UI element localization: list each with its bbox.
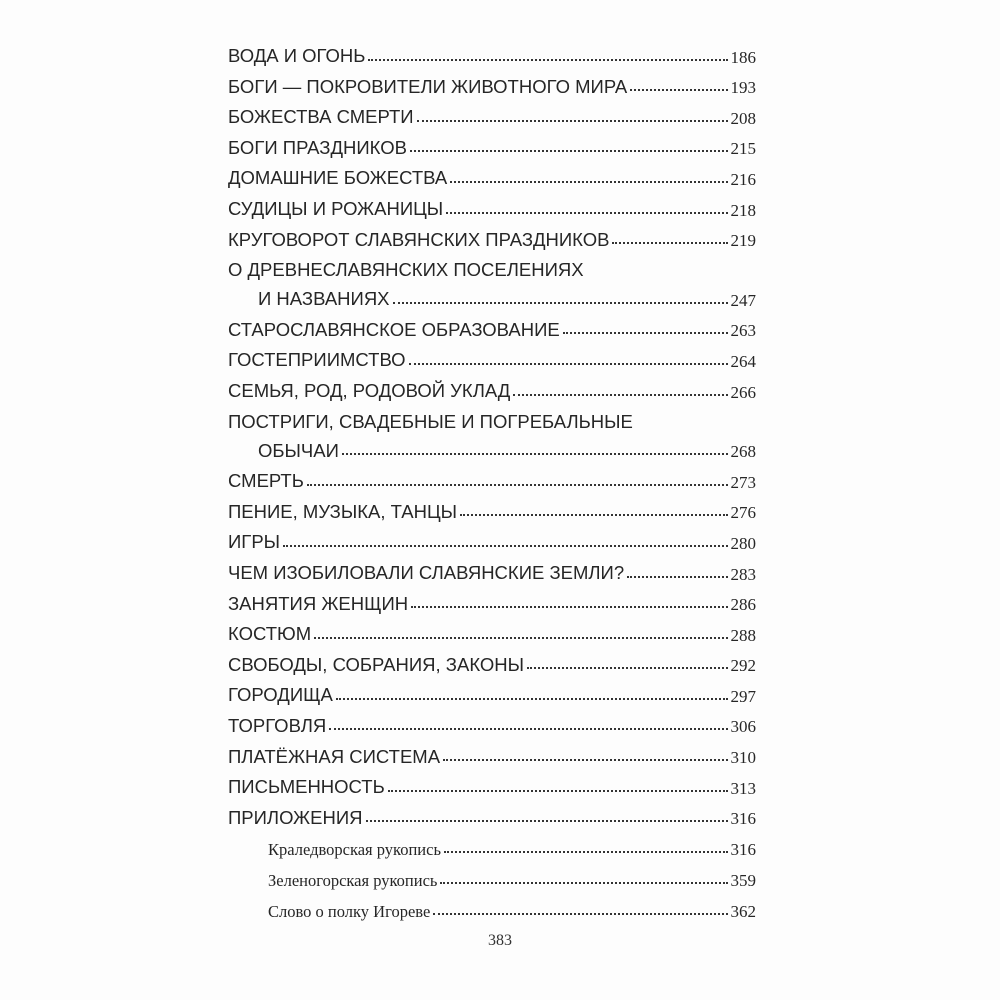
- toc-entry: [228, 586, 756, 617]
- dot-leader: [444, 851, 728, 853]
- toc-entry: [228, 524, 756, 555]
- toc-entry-title: ПИСЬМЕННОСТЬ: [228, 776, 385, 798]
- toc-entry: [228, 404, 756, 464]
- dot-leader: [409, 363, 728, 365]
- toc-entry: [228, 616, 756, 647]
- toc-entry: [228, 99, 756, 130]
- toc-entry-line2: [228, 434, 756, 463]
- toc-entry: [228, 191, 756, 222]
- toc-entry-title: БОЖЕСТВА СМЕРТИ: [228, 106, 414, 128]
- dot-leader: [630, 89, 727, 91]
- toc-entry-title: СТАРОСЛАВЯНСКОЕ ОБРАЗОВАНИЕ: [228, 318, 560, 340]
- toc-entry: [228, 708, 756, 739]
- toc-entry-page: 286: [730, 595, 756, 615]
- toc-entry: [228, 38, 756, 69]
- toc-sub-entry: [228, 892, 756, 923]
- toc-entry: [228, 494, 756, 525]
- toc-entry-title: СУДИЦЫ И РОЖАНИЦЫ: [228, 198, 444, 220]
- toc-entry-title: ГОСТЕПРИИМСТВО: [228, 349, 406, 371]
- toc-entry-title-line2: И НАЗВАНИЯХ: [258, 288, 390, 310]
- toc-entry-page: 264: [730, 351, 756, 371]
- toc-entry-page: 218: [730, 200, 756, 220]
- toc-entry: [228, 312, 756, 343]
- toc-entry-page: 313: [730, 778, 756, 798]
- dot-leader: [342, 453, 728, 455]
- toc-entry-title: ИГРЫ: [228, 531, 281, 553]
- dot-leader: [443, 759, 727, 761]
- dot-leader: [450, 181, 727, 183]
- toc-entry: [228, 130, 756, 161]
- toc-sub-entry-title: Зеленогорская рукопись: [268, 870, 438, 890]
- toc-entry-page: 280: [730, 533, 756, 553]
- toc-entry-page: 316: [730, 809, 756, 829]
- toc-entry-line2: [228, 283, 756, 312]
- page-number: 383: [488, 932, 512, 949]
- table-of-contents: [228, 38, 756, 923]
- toc-entry: [228, 160, 756, 191]
- toc-entry-page: 186: [730, 47, 756, 67]
- toc-entry-title: ПРИЛОЖЕНИЯ: [228, 806, 363, 828]
- dot-leader: [366, 820, 728, 822]
- toc-entry-title: ЧЕМ ИЗОБИЛОВАЛИ СЛАВЯНСКИЕ ЗЕМЛИ?: [228, 562, 625, 583]
- toc-entry-page: 216: [730, 169, 756, 189]
- toc-sub-entry-title: Слово о полку Игореве: [268, 901, 431, 921]
- dot-leader: [329, 728, 727, 730]
- toc-entry: [228, 738, 756, 769]
- toc-entry-page: 276: [730, 503, 756, 523]
- dot-leader: [440, 882, 727, 884]
- dot-leader: [283, 545, 727, 547]
- dot-leader: [627, 576, 727, 578]
- toc-entry-page: 306: [730, 717, 756, 737]
- toc-sub-entry-page: 316: [730, 840, 756, 860]
- toc-entry-page: 266: [730, 382, 756, 402]
- toc-entry: [228, 69, 756, 100]
- dot-leader: [336, 698, 728, 700]
- toc-sub-entry-title: Краледворская рукопись: [268, 839, 441, 859]
- dot-leader: [314, 637, 727, 639]
- dot-leader: [388, 790, 728, 792]
- toc-entry: [228, 463, 756, 494]
- dot-leader: [563, 332, 728, 334]
- toc-entry-title: ПЕНИЕ, МУЗЫКА, ТАНЦЫ: [228, 500, 458, 522]
- toc-entry-title: ТОРГОВЛЯ: [228, 714, 327, 736]
- toc-entry-title: ПЛАТЁЖНАЯ СИСТЕМА: [228, 745, 441, 767]
- toc-entry: [228, 555, 756, 586]
- toc-entry-page: 263: [730, 321, 756, 341]
- toc-entry-title-line2: ОБЫЧАИ: [258, 439, 339, 461]
- toc-entry-title-line1: О ДРЕВНЕСЛАВЯНСКИХ ПОСЕЛЕНИЯХ: [228, 259, 584, 281]
- toc-sub-entry: [228, 861, 756, 892]
- toc-entry: [228, 252, 756, 312]
- toc-entry: [228, 222, 756, 253]
- toc-entry-page: 247: [730, 290, 756, 310]
- toc-entry-title: КОСТЮМ: [228, 623, 312, 645]
- toc-entry: [228, 800, 756, 831]
- toc-entry-page: 310: [730, 748, 756, 768]
- dot-leader: [612, 242, 727, 244]
- toc-entry-title: СМЕРТЬ: [228, 470, 304, 492]
- toc-sub-entry-page: 362: [730, 902, 756, 922]
- toc-entry-page: 219: [730, 231, 756, 251]
- toc-entry-page: 292: [730, 656, 756, 676]
- dot-leader: [410, 150, 728, 152]
- toc-entry-title: БОГИ — ПОКРОВИТЕЛИ ЖИВОТНОГО МИРА: [228, 75, 628, 97]
- toc-entry: [228, 647, 756, 678]
- dot-leader: [417, 120, 728, 122]
- toc-entry-page: 297: [730, 686, 756, 706]
- toc-entry-page: 273: [730, 472, 756, 492]
- toc-entry-title: КРУГОВОРОТ СЛАВЯНСКИХ ПРАЗДНИКОВ: [228, 228, 610, 250]
- toc-entry: [228, 342, 756, 373]
- dot-leader: [460, 514, 727, 516]
- dot-leader: [433, 913, 727, 915]
- toc-entry-title: СВОБОДЫ, СОБРАНИЯ, ЗАКОНЫ: [228, 653, 525, 675]
- toc-entry-title: БОГИ ПРАЗДНИКОВ: [228, 136, 407, 158]
- toc-entry-page: 268: [730, 442, 756, 462]
- dot-leader: [393, 302, 728, 304]
- toc-entry-page: 215: [730, 139, 756, 159]
- toc-entry-title: ГОРОДИЩА: [228, 684, 333, 706]
- toc-entry-page: 193: [730, 78, 756, 98]
- dot-leader: [513, 394, 727, 396]
- toc-entry-title: ДОМАШНИЕ БОЖЕСТВА: [228, 167, 448, 189]
- toc-entry: [228, 769, 756, 800]
- toc-entry-title: ЗАНЯТИЯ ЖЕНЩИН: [228, 592, 409, 614]
- dot-leader: [368, 59, 727, 61]
- toc-entry: [228, 677, 756, 708]
- toc-sub-entry: [228, 830, 756, 861]
- dot-leader: [446, 212, 727, 214]
- toc-entry: [228, 373, 756, 404]
- toc-entry-title: ВОДА И ОГОНЬ: [228, 45, 366, 67]
- toc-sub-entry-page: 359: [730, 871, 756, 891]
- dot-leader: [527, 667, 727, 669]
- toc-entry-title: СЕМЬЯ, РОД, РОДОВОЙ УКЛАД: [228, 380, 511, 402]
- toc-entry-page: 283: [730, 564, 756, 584]
- dot-leader: [307, 484, 728, 486]
- toc-entry-page: 288: [730, 625, 756, 645]
- toc-entry-page: 208: [730, 108, 756, 128]
- dot-leader: [411, 606, 727, 608]
- toc-entry-title-line1: ПОСТРИГИ, СВАДЕБНЫЕ И ПОГРЕБАЛЬНЫЕ: [228, 410, 633, 432]
